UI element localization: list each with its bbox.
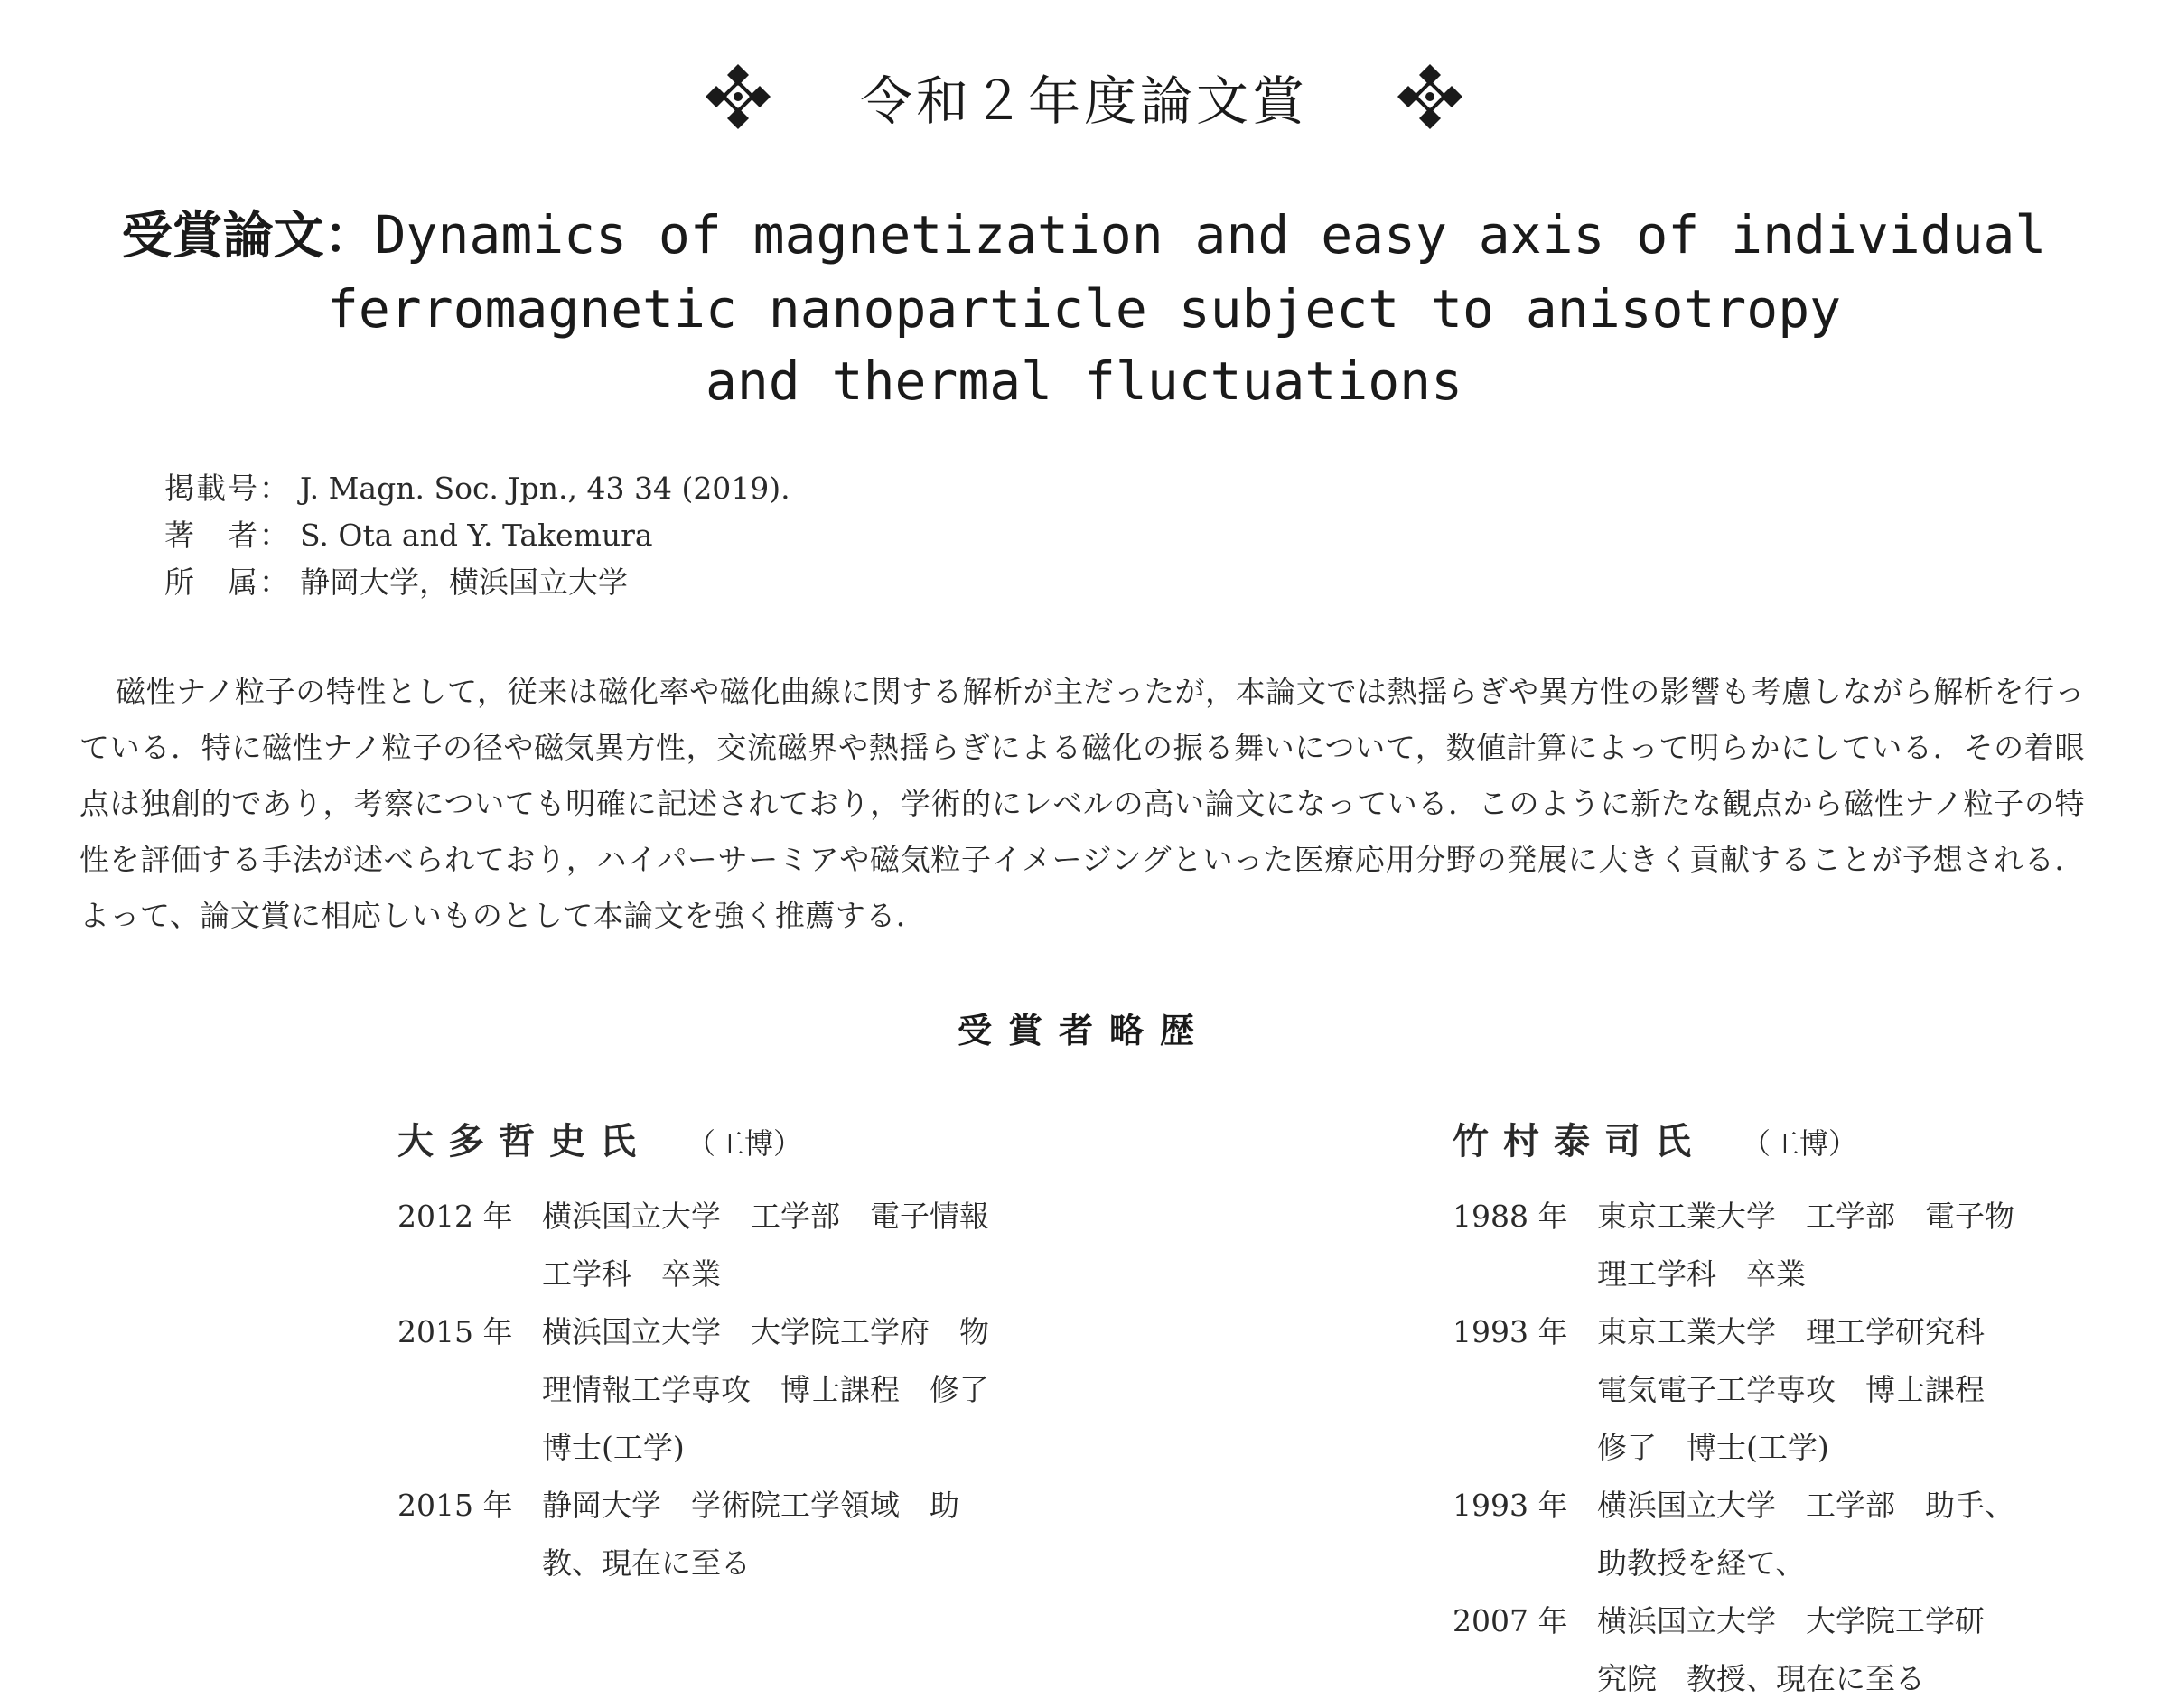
bio-entry [1453,1477,2121,1592]
diamond-ornament-icon [1394,61,1466,133]
paper-title-block [0,199,2168,417]
affiliation-row [164,559,790,606]
bio-text: 静岡大学 学術院工学領域 助 教、現在に至る [542,1488,959,1581]
publication-value: J. Magn. Soc. Jpn., 43 34 (2019). [300,471,790,506]
recipient-degree: （工博） [687,1126,803,1161]
bio-year: 2012 年 [397,1199,513,1234]
recipients-heading: 受賞者略歴 [957,1011,1210,1050]
recipient-bio-ota [397,1113,1066,1592]
authors-label: 著 者： [164,518,291,553]
publication-row [164,465,790,512]
bio-entry [397,1188,1066,1303]
recipient-name: 大多哲史氏 [397,1121,650,1162]
paper-title-prefix: 受賞論文： [121,207,375,266]
paper-meta [164,465,790,606]
bio-text: 横浜国立大学 大学院工学研 究院 教授、現在に至る [1597,1603,1985,1696]
bio-text: 横浜国立大学 大学院工学府 物 理情報工学専攻 博士課程 修了 博士(工学) [542,1314,989,1465]
recipient-bio-takemura [1453,1113,2121,1708]
bio-year: 1988 年 [1453,1199,1568,1234]
bio-entry [1453,1592,2121,1708]
recipient-name: 竹村泰司氏 [1453,1121,1705,1162]
award-title: 令和２年度論文賞 [859,70,1308,132]
bio-entry [397,1477,1066,1592]
award-header [0,47,2168,146]
bio-text: 横浜国立大学 工学部 助手、 助教授を経て、 [1597,1488,2014,1581]
bio-text: 横浜国立大学 工学部 電子情報 工学科 卒業 [542,1199,989,1292]
award-reason-text: 磁性ナノ粒子の特性として，従来は磁化率や磁化曲線に関する解析が主だったが，本論文では熱揺らぎや異方性の影響も考慮しながら解析を行っている．特に磁性ナノ粒子の径や磁気異方性，交流磁界や熱揺らぎによる磁化の振る舞いについて，数値計算によって明らかにしている．その着眼点は独創的であり，考察についても明確に記述されており，学術的にレベルの高い論文になっている．このように新たな観点から磁性ナノ粒子の特性を評価する手法が述べられており，ハイパーサーミアや磁気粒子イメージングといった医療応用分野の発展に大きく貢献することが予想される．よって、論文賞に相応しいものとして本論文を強く推薦する． [79,674,2085,933]
bio-entry [1453,1188,2121,1303]
recipient-name-row [397,1113,1066,1164]
recipient-degree: （工博） [1742,1126,1858,1161]
bio-entry [1453,1303,2121,1477]
affiliation-label: 所 属： [164,565,291,600]
paper-title-text-1: Dynamics of magnetization and easy axis of individual [374,204,2047,266]
bio-year: 2007 年 [1453,1603,1568,1638]
bio-text: 東京工業大学 工学部 電子物 理工学科 卒業 [1597,1199,2014,1292]
publication-label: 掲載号： [164,471,291,506]
bio-entry [397,1303,1066,1477]
affiliation-value: 静岡大学，横浜国立大学 [300,565,628,600]
bio-year: 1993 年 [1453,1488,1568,1523]
bio-text: 東京工業大学 理工学研究科 電気電子工学専攻 博士課程 修了 博士(工学) [1597,1314,1985,1465]
paper-title-line-1 [0,199,2168,273]
authors-row [164,512,790,559]
recipient-name-row [1453,1113,2121,1164]
bio-year: 1993 年 [1453,1314,1568,1349]
diamond-ornament-icon [702,61,774,133]
authors-value: S. Ota and Y. Takemura [300,518,653,553]
bio-year: 2015 年 [397,1488,513,1523]
paper-title-line-3: and thermal fluctuations [705,350,1463,412]
paper-title-line-2: ferromagnetic nanoparticle subject to anisotropy [326,278,1842,340]
bio-year: 2015 年 [397,1314,513,1349]
